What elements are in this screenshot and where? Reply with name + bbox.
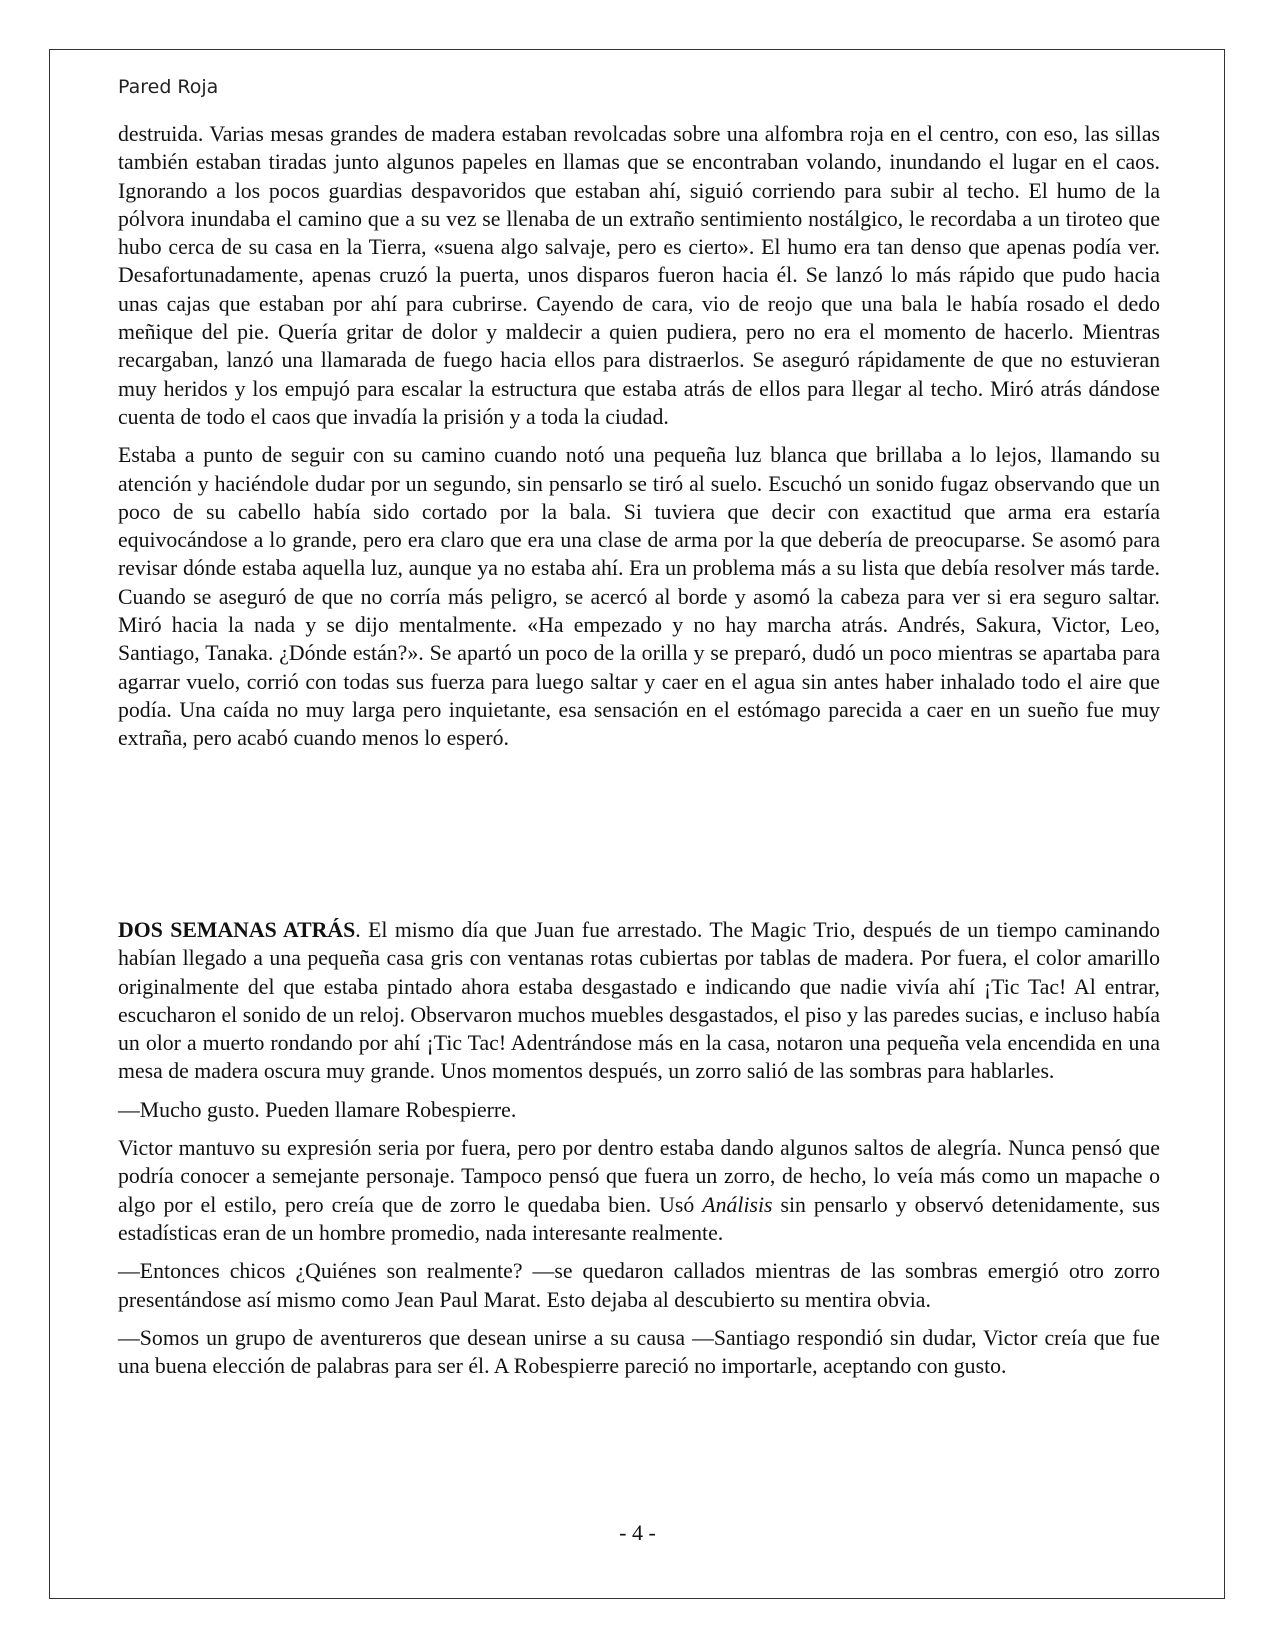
paragraph xyxy=(118,916,1160,1086)
paragraph: —Somos un grupo de aventureros que desean unirse a su causa —Santiago respondió sin dudar, Victor creía que fue una buena elección de palabras para ser él. A Robespierre pareció no importarle, aceptando con gusto. xyxy=(118,1325,1160,1379)
paragraph-text: . El mismo día que Juan fue arrestado. The Magic Trio, después de un tiempo caminando habían llegado a una pequeña casa gris con ventanas rotas cubiertas por tablas de madera. Por fuera, el color amarillo originalmente del que estaba pintado ahora estaba desgastado e indicando que nadie vivía ahí ¡Tic Tac! Al entrar, escucharon el sonido de un reloj. Observaron muchos muebles desgastados, el piso y las paredes sucias, e incluso había un olor a muerto rondando por ahí ¡Tic Tac! Adentrándose más en la casa, notaron una pequeña vela encendida en una mesa de madera oscura muy grande. Unos momentos después, un zorro salió de las sombras para hablarles. xyxy=(118,918,1161,1084)
section-heading: DOS SEMANAS ATRÁS xyxy=(118,918,356,942)
paragraph: Estaba a punto de seguir con su camino cuando notó una pequeña luz blanca que brillaba a lo lejos, llamando su atención y haciéndole dudar por un segundo, sin pensarlo se tiró al suelo. Escuchó un sonido fugaz observando que un poco de su cabello había sido cortado por la bala. Si tuviera que decir con exactitud que arma era estaría equivocándose a lo grande, pero era claro que era una clase de arma por la que debería de preocuparse. Se asomó para revisar dónde estaba aquella luz, aunque ya no estaba ahí. Era un problema más a su lista que debía resolver más tarde. Cuando se aseguró de que no corría más peligro, se acercó al borde y asomó la cabeza para ver si era seguro saltar. Miró hacia la nada y se dijo mentalmente. «Ha empezado y no hay marcha atrás. Andrés, Sakura, Victor, Leo, Santiago, Tanaka. ¿Dónde están?». Se apartó un poco de la orilla y se preparó, dudó un poco mientras se apartaba para agarrar vuelo, corrió con todas sus fuerza para luego saltar y caer en el agua sin antes haber inhalado todo el aire que podía. Una caída no muy larga pero inquietante, esa sensación en el estómago parecida a caer en un sueño fue muy extraña, pero acabó cuando menos lo esperó. xyxy=(118,443,1160,751)
italic-term: Análisis xyxy=(702,1192,773,1217)
paragraph-text: sin pensarlo y observó detenidamente, sus estadísticas eran de un hombre promedio, nada interesante realmente. xyxy=(118,1192,1160,1245)
page-number: - 4 - xyxy=(619,1520,656,1545)
paragraph: —Mucho gusto. Pueden llamare Robespierre. xyxy=(118,1097,517,1122)
running-header: Pared Roja xyxy=(118,76,219,98)
paragraph-text: Victor mantuvo su expresión seria por fuera, pero por dentro estaba dando algunos saltos de alegría. Nunca pensó que podría conocer a semejante personaje. Tampoco pensó que fuera un zorro, de hecho, lo veía más como un mapache o algo por el estilo, pero creía que de zorro le quedaba bien. Usó xyxy=(118,1136,1160,1217)
text-block-upper xyxy=(118,120,1160,763)
paragraph: —Entonces chicos ¿Quiénes son realmente? —se quedaron callados mientras de las sombras emergió otro zorro presentándose así mismo como Jean Paul Marat. Esto dejaba al descubierto su mentira obvia. xyxy=(118,1259,1160,1312)
paragraph: destruida. Varias mesas grandes de madera estaban revolcadas sobre una alfombra roja en el centro, con eso, las sillas también estaban tiradas junto algunos papeles en llamas que se encontraban volando, inundando el lugar en el caos. Ignorando a los pocos guardias despavoridos que estaban ahí, siguió corriendo para subir al techo. El humo de la pólvora inundaba el camino que a su vez se llenaba de un extraño sentimiento nostálgico, le recordaba a un tiroteo que hubo cerca de su casa en la Tierra, «suena algo salvaje, pero es cierto». El humo era tan denso que apenas podía ver. Desafortunadamente, apenas cruzó la puerta, unos disparos fueron hacia él. Se lanzó lo más rápido que pudo hacia unas cajas que estaban por ahí para cubrirse. Cayendo de cara, vio de reojo que una bala le había rosado el dedo meñique del pie. Quería gritar de dolor y maldecir a quien pudiera, pero no era el momento de hacerlo. Mientras recargaban, lanzó una llamarada de fuego hacia ellos para distraerlos. Se aseguró rápidamente de que no estuvieran muy heridos y los empujó para escalar la estructura que estaba atrás de ellos para llegar al techo. Miró atrás dándose cuenta de todo el caos que invadía la prisión y a toda la ciudad. xyxy=(118,122,1160,429)
text-block-lower xyxy=(118,916,1160,1390)
paragraph xyxy=(118,1134,1160,1247)
